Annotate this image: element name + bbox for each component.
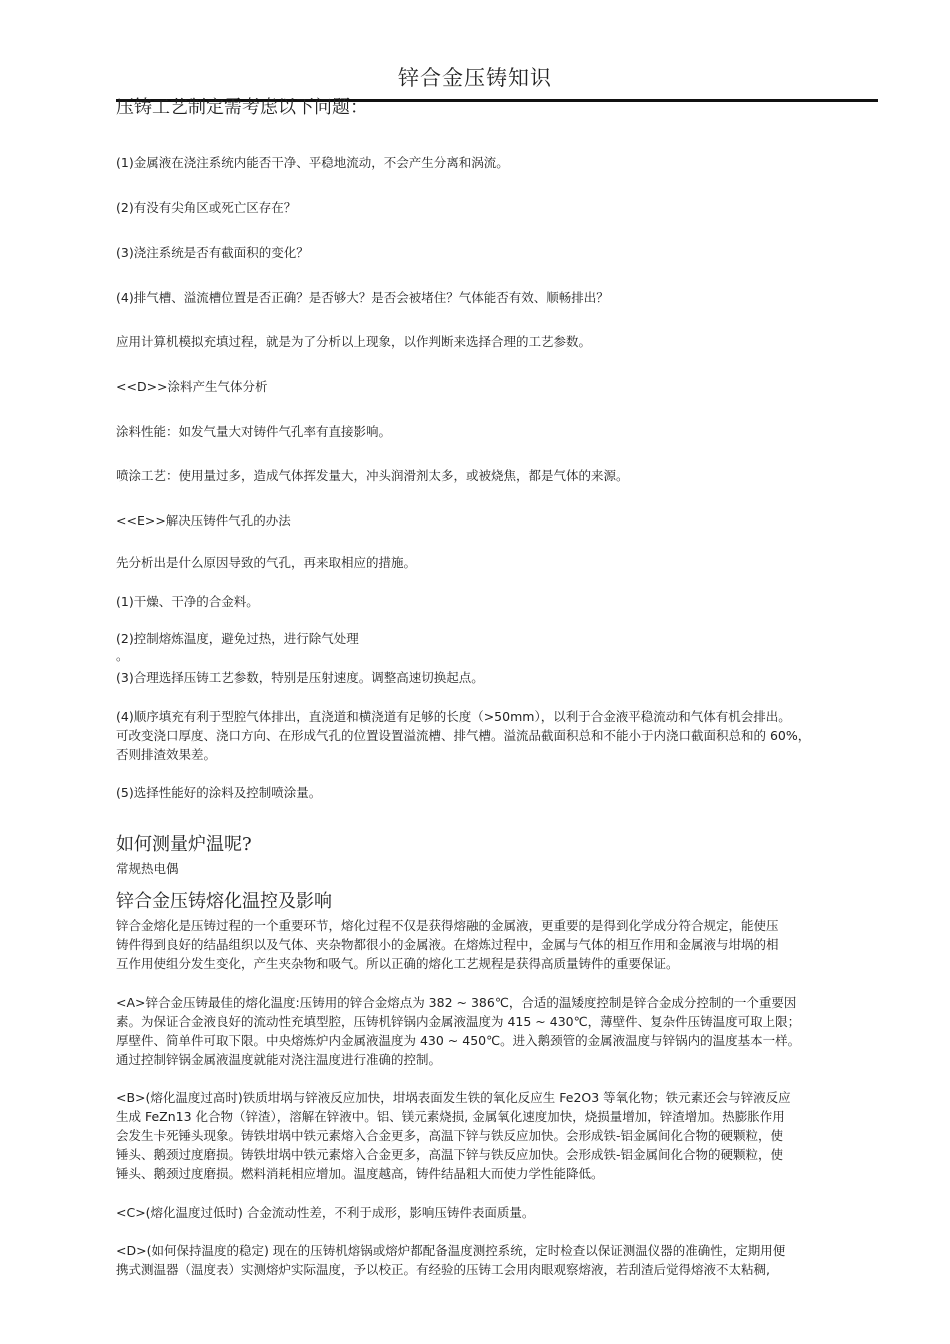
- solution-2-punct: 。: [116, 648, 129, 663]
- solution-4-line-1: (4)顺序填充有利于型腔气体排出，直浇道和横浇道有足够的长度（>50mm），以利于合金液平稳流动和气体有机会排出。: [116, 709, 791, 724]
- measure-text: 常规热电偶: [116, 861, 179, 876]
- coating-performance: 涂料性能：如发气量大对铸件气孔率有直接影响。: [116, 424, 392, 439]
- solution-5: (5)选择性能好的涂料及控制喷涂量。: [116, 785, 322, 800]
- item-b-line-3: 会发生卡死锤头现象。铸铁坩埚中铁元素熔入合金更多，高温下锌与铁反应加快。会形成铁-铝金属间化合物的硬颗粒，使: [116, 1128, 784, 1143]
- melt-line-2: 铸件得到良好的结晶组织以及气体、夹杂物都很小的金属液。在熔炼过程中，金属与气体的相互作用和金属液与坩埚的相: [116, 937, 779, 952]
- item-d-line-1: <D>(如何保持温度的稳定) 现在的压铸机熔锅或熔炉都配备温度测控系统，定时检查以保证测温仪器的准确性，定期用便: [116, 1243, 786, 1258]
- section-d-title: <<D>>涂料产生气体分析: [116, 379, 268, 394]
- item-b-line-5: 锤头、鹅颈过度磨损。燃料消耗相应增加。温度越高，铸件结晶粗大而使力学性能降低。: [116, 1166, 604, 1181]
- item-a-line-2: 素。为保证合金液良好的流动性充填型腔，压铸机锌锅内金属液温度为 415 ~ 430℃，薄壁件、复杂件压铸温度可取上限；: [116, 1014, 801, 1029]
- solution-intro: 先分析出是什么原因导致的气孔，再来取相应的措施。: [116, 555, 417, 570]
- section-e-title: <<E>>解决压铸件气孔的办法: [116, 513, 291, 528]
- spray-process: 喷涂工艺：使用量过多，造成气体挥发量大，冲头润滑剂太多，或被烧焦，都是气体的来源。: [116, 468, 629, 483]
- question-1: (1)金属液在浇注系统内能否干净、平稳地流动，不会产生分离和涡流。: [116, 155, 509, 170]
- item-a-line-4: 通过控制锌锅金属液温度就能对浇注温度进行准确的控制。: [116, 1052, 442, 1067]
- item-a-line-1: <A>锌合金压铸最佳的熔化温度:压铸用的锌合金熔点为 382 ~ 386℃，合适的温矮度控制是锌合金成分控制的一个重要因: [116, 995, 797, 1010]
- solution-4-line-3: 否则排渣效果差。: [116, 747, 217, 762]
- solution-3: (3)合理选择压铸工艺参数，特别是压射速度。调整高速切换起点。: [116, 670, 484, 685]
- measure-title: 如何测量炉温呢?: [116, 834, 252, 855]
- melt-title: 锌合金压铸熔化温控及影响: [116, 891, 332, 912]
- item-d-line-2: 携式测温器（温度表）实测熔炉实际温度，予以校正。有经验的压铸工会用肉眼观察熔液，若刮渣后觉得熔液不太粘稠,: [116, 1262, 770, 1277]
- melt-line-1: 锌合金熔化是压铸过程的一个重要环节，熔化过程不仅是获得熔融的金属液，更重要的是得到化学成分符合规定，能使压: [116, 918, 779, 933]
- question-3: (3)浇注系统是否有截面积的变化？: [116, 245, 309, 260]
- simulation-paragraph: 应用计算机模拟充填过程，就是为了分析以上现象，以作判断来选择合理的工艺参数。: [116, 334, 592, 349]
- item-b-line-1: <B>(熔化温度过高时)铁质坩埚与锌液反应加快，坩埚表面发生铁的氧化反应生 Fe2O3 等氧化物；铁元素还会与锌液反应: [116, 1090, 791, 1105]
- question-2: (2)有没有尖角区或死亡区存在？: [116, 200, 297, 215]
- page-title: 锌合金压铸知识: [398, 66, 552, 90]
- solution-1: (1)干燥、干净的合金料。: [116, 594, 259, 609]
- melt-line-3: 互作用使组分发生变化，产生夹杂物和吸气。所以正确的熔化工艺规程是获得高质量铸件的重要保证。: [116, 956, 679, 971]
- item-a-line-3: 厚壁件、简单件可取下限。中央熔炼炉内金属液温度为 430 ~ 450℃。进入鹅颈管的金属液温度与锌锅内的温度基本一样。: [116, 1033, 801, 1048]
- intro-heading: 压铸工艺制定需考虑以下问题：: [116, 97, 368, 118]
- item-b-line-4: 锤头、鹅颈过度磨损。铸铁坩埚中铁元素熔入合金更多，高温下锌与铁反应加快。会形成铁-铝金属间化合物的硬颗粒，使: [116, 1147, 784, 1162]
- item-c-line-1: <C>(熔化温度过低时) 合金流动性差，不利于成形，影响压铸件表面质量。: [116, 1205, 535, 1220]
- solution-4-line-2: 可改变浇口厚度、浇口方向、在形成气孔的位置设置溢流槽、排气槽。溢流品截面积总和不能小于内浇口截面积总和的 60%，: [116, 728, 811, 743]
- item-b-line-2: 生成 FeZn13 化合物（锌渣），溶解在锌液中。铝、镁元素烧损, 金属氧化速度加快，烧损量增加，锌渣增加。热膨胀作用: [116, 1109, 785, 1124]
- question-4: (4)排气槽、溢流槽位置是否正确？是否够大？是否会被堵住？气体能否有效、顺畅排出？: [116, 290, 609, 305]
- solution-2: (2)控制熔炼温度，避免过热，进行除气处理: [116, 631, 359, 646]
